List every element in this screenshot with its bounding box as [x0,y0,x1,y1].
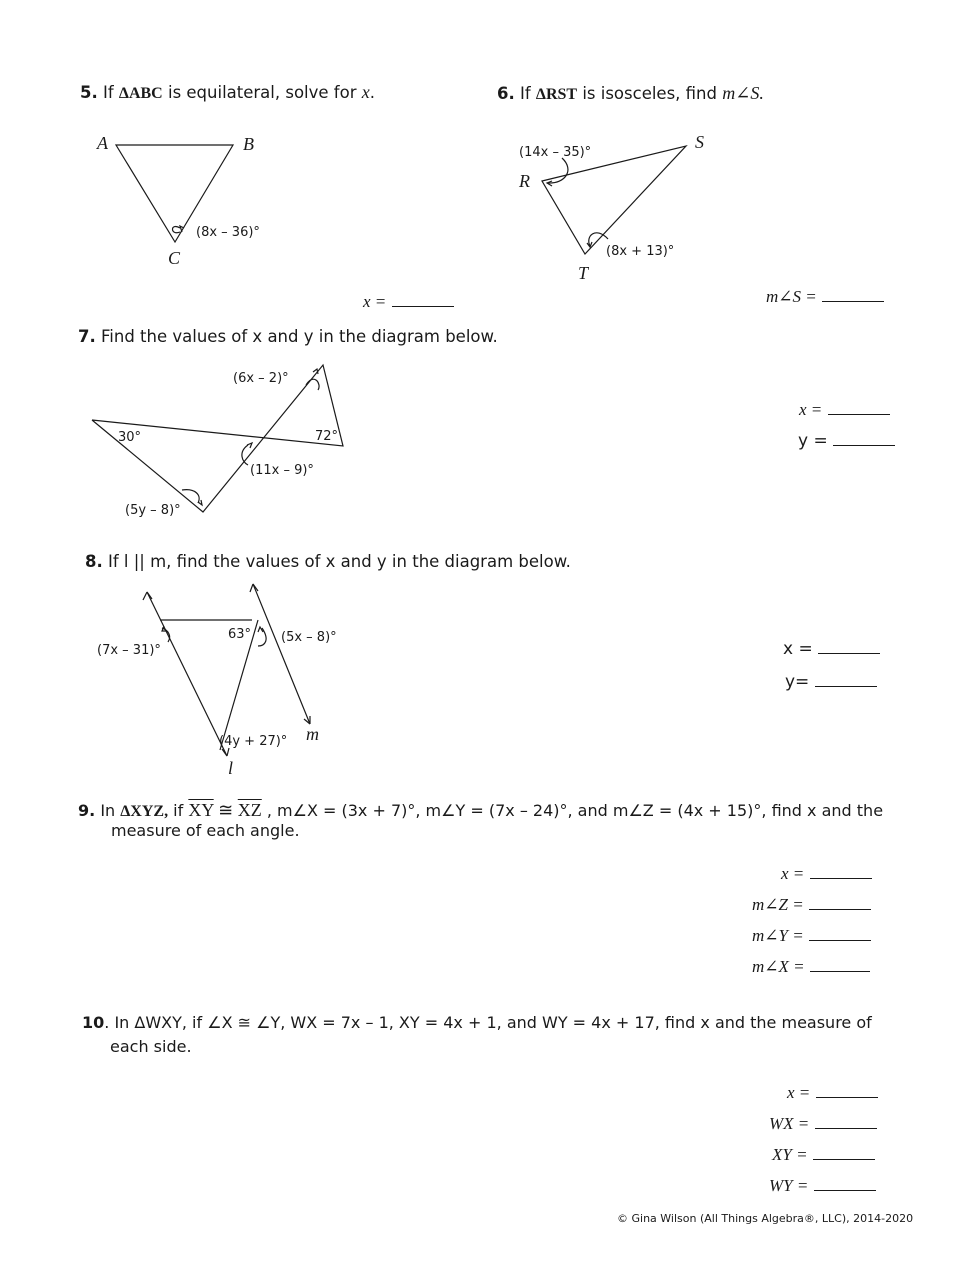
q7-number: 7. [78,327,96,346]
q8-arc-arrow-right [258,627,263,632]
q6-text-b: is isosceles, find [577,84,723,103]
q7-angle-bottom-label: (5y – 8)° [125,503,181,518]
q10-number: 10 [82,1013,105,1032]
q6-vertex-r: R [519,171,530,191]
q10-answer-wx-label: WX = [769,1114,810,1133]
q5-angle-c-label: (8x – 36)° [196,225,260,240]
q10-answer-wx [769,1114,877,1134]
q9-answer-mx-blank[interactable] [810,970,870,972]
q8-line-l-label: l [228,758,234,778]
q8-angle-right-label: (5x – 8)° [281,630,337,645]
q8-prompt [85,552,571,571]
q5-vertex-a: A [97,133,108,153]
q9-text-rest: , m∠X = (3x + 7)°, m∠Y = (7x – 24)°, and m∠Z = (4x + 15)°, find x and the [261,801,884,820]
q6-angle-t-label: (8x + 13)° [606,244,675,259]
q9-text-if: if [168,801,189,820]
q8-answer-y-blank[interactable] [815,685,877,687]
q8-answer-x-label: x = [783,639,813,659]
q7-text: Find the values of x and y in the diagram below. [101,327,498,346]
q10-answer-wy-label: WY = [769,1176,809,1195]
q5-text-c: . [369,83,375,102]
q6-target: m∠S. [722,83,764,103]
q7-answer-y-label: y = [798,431,828,451]
q8-line-l [147,592,227,756]
q8-line-m [253,584,310,724]
q5-text-a: If [103,83,119,102]
q9-segment-xy: $\overline{XY}$ [188,800,214,820]
q10-answer-wy-blank[interactable] [814,1189,876,1191]
q9-answer-y [752,926,871,946]
q7-angle-right-label: 72° [315,429,339,444]
q7-answer-x-blank[interactable] [828,413,890,415]
q9-answer-mx [752,957,870,977]
q10-text-line1: . In ΔWXY, if ∠X ≅ ∠Y, WX = 7x – 1, XY = 4x + 1, and WY = 4x + 17, find x and the measure of [104,1013,872,1032]
q6-text-a: If [520,84,536,103]
q7-answer-x [799,400,890,420]
q6-answer [766,287,884,307]
q10-answer-xy [772,1145,875,1165]
q5-angle-arc [173,226,181,232]
q8-angle-top-label: 63° [228,627,252,642]
q10-answer-x [787,1083,878,1103]
q5-vertex-c: C [168,248,181,268]
q7-angle-left-label: 30° [118,430,142,445]
q6-triangle-shape [542,146,686,254]
q6-prompt [497,83,764,104]
q7-answer-x-label: x = [799,400,823,419]
q6-answer-label: m∠S = [766,287,817,306]
q9-answer-mx-label: m∠X = [752,957,805,976]
q6-triangle-diagram [542,146,686,254]
q5-text-b: is equilateral, solve for [162,83,362,102]
q8-line-m-label: m [306,724,319,744]
q7-prompt [78,327,498,346]
q5-vertex-b: B [243,134,254,154]
q8-angle-bottom-label: (4y + 27)° [219,734,288,749]
q9-answer-z-blank[interactable] [809,908,871,910]
q8-diagram [143,584,310,756]
q6-vertex-t: T [578,263,589,283]
q10-answer-wy [769,1176,876,1196]
q9-answer-x [781,864,872,884]
q6-vertex-s: S [695,132,704,152]
q8-angle-left-label: (7x – 31)° [97,643,161,658]
q8-answer-y-label: y= [785,672,810,692]
q8-number: 8. [85,552,103,571]
q10-answer-x-blank[interactable] [816,1096,878,1098]
q5-var: x [361,82,370,102]
q9-answer-z [752,895,871,915]
q5-answer-label: x = [363,292,387,311]
q6-triangle: ΔRST [535,86,578,103]
copyright-footer: © Gina Wilson (All Things Algebra®, LLC), 2014-2020 [617,1212,914,1225]
q9-line2: measure of each angle. [111,821,300,840]
q9-segment-xz: $\overline{XZ}$ [237,800,262,820]
q10-answer-wx-blank[interactable] [815,1127,877,1129]
q6-number: 6. [497,84,515,103]
q7-answer-y-blank[interactable] [833,444,895,446]
q8-answer-x-blank[interactable] [818,652,880,654]
q8-answer-x [783,639,880,659]
q5-number: 5. [80,83,98,102]
q9-answer-y-blank[interactable] [809,939,871,941]
q10-answer-xy-label: XY = [772,1145,808,1164]
q9-answer-x-label: x = [781,864,805,883]
q9-number: 9. [78,801,96,820]
q9-congruent: ≅ [213,800,238,820]
q7-angle-center-label: (11x – 9)° [250,463,314,478]
q9-answer-z-label: m∠Z = [752,895,804,914]
q9-answer-x-blank[interactable] [810,877,872,879]
q9-prompt [78,800,883,821]
q7-angle-center-arc [242,445,248,465]
q5-answer [363,292,454,312]
q9-answer-y-label: m∠Y = [752,926,804,945]
q10-line2: each side. [110,1037,192,1056]
q10-prompt [82,1013,872,1032]
q7-answer-y [798,431,895,451]
q9-text-a: In [100,801,121,820]
q9-triangle: ΔXYZ, [120,803,169,820]
q5-answer-blank[interactable] [392,305,454,307]
q10-answer-xy-blank[interactable] [813,1158,875,1160]
q6-answer-blank[interactable] [822,300,884,302]
q8-text: If l || m, find the values of x and y in the diagram below. [108,552,571,571]
q6-angle-r-label: (14x – 35)° [519,145,592,160]
q5-triangle: ΔABC [118,85,163,102]
q7-angle-top-arc [306,379,319,390]
q7-angle-top-label: (6x – 2)° [233,371,289,386]
q8-answer-y [785,672,877,692]
q10-answer-x-label: x = [787,1083,811,1102]
